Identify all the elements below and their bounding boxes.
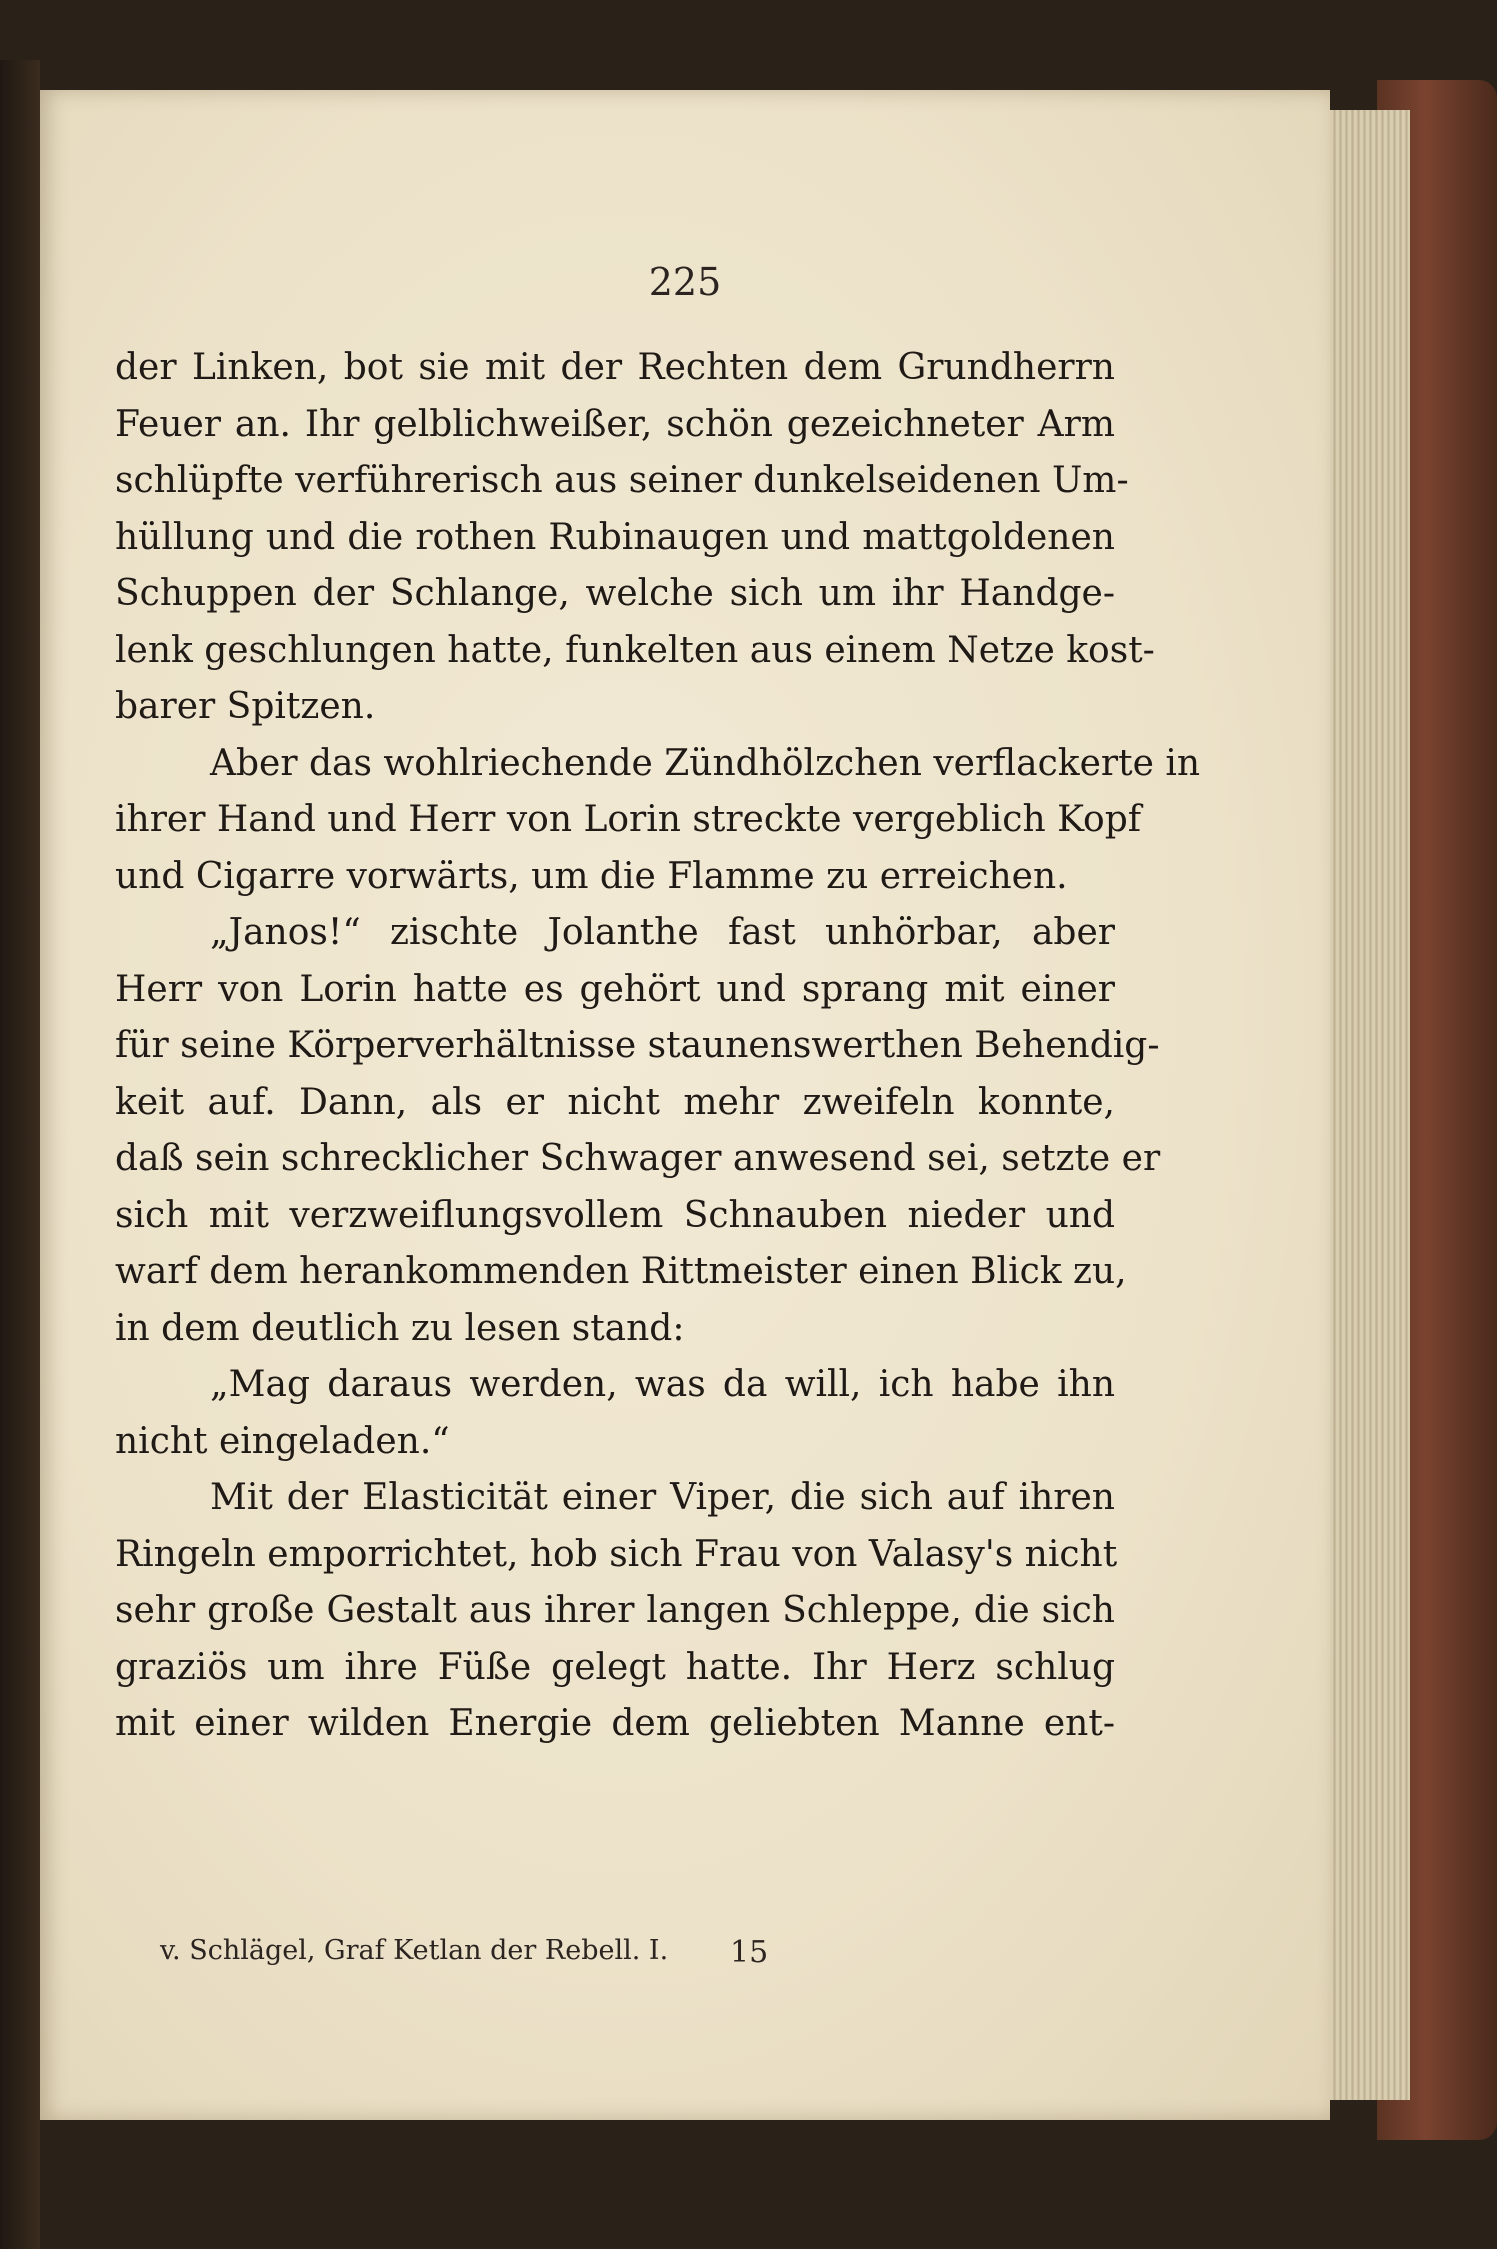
book-spine-shadow	[0, 60, 40, 2249]
text-line: ihrer Hand und Herr von Lorin streckte vergeblich Kopf	[115, 799, 1142, 840]
text-line: und Cigarre vorwärts, um die Flamme zu erreichen.	[115, 855, 1068, 897]
text-line: nicht eingeladen.“	[115, 1420, 450, 1462]
text-line: für seine Körperverhältnisse staunenswerthen Behendig-	[115, 1025, 1160, 1066]
text-line: lenk geschlungen hatte, funkelten aus einem Netze kost-	[115, 629, 1155, 671]
text-line: schlüpfte verführerisch aus seiner dunkelseidenen Um-	[115, 460, 1129, 501]
footer-title: v. Schlägel, Graf Ketlan der Rebell. I.	[160, 1935, 669, 1966]
text-line: keit auf. Dann, als er nicht mehr zweifeln konnte,	[115, 1081, 1115, 1123]
text-line: Feuer an. Ihr gelblichweißer, schön gezeichneter Arm	[115, 403, 1115, 445]
body-text	[115, 340, 1201, 1753]
text-line: in dem deutlich zu lesen stand:	[115, 1307, 685, 1349]
text-line: Ringeln emporrichtet, hob sich Frau von Valasy's nicht	[115, 1533, 1118, 1575]
text-line: warf dem herankommenden Rittmeister einen Blick zu,	[115, 1251, 1127, 1292]
text-line: „Janos!“ zischte Jolanthe fast unhörbar, aber	[210, 912, 1115, 953]
text-line: der Linken, bot sie mit der Rechten dem Grundherrn	[115, 347, 1115, 388]
text-line: Mit der Elasticität einer Viper, die sich auf ihren	[210, 1477, 1115, 1518]
book-page	[40, 90, 1330, 2120]
page-number: 225	[648, 260, 722, 304]
text-line: daß sein schrecklicher Schwager anwesend sei, setzte er	[115, 1138, 1161, 1179]
text-line: sehr große Gestalt aus ihrer langen Schleppe, die sich	[115, 1590, 1115, 1631]
text-line: graziös um ihre Füße gelegt hatte. Ihr Herz schlug	[115, 1646, 1115, 1688]
text-line: Aber das wohlriechende Zündhölzchen verflackerte in	[210, 742, 1201, 784]
signature-mark: 15	[730, 1935, 769, 1970]
text-line: Herr von Lorin hatte es gehört und sprang mit einer	[115, 968, 1115, 1010]
page-footer	[160, 1935, 960, 1970]
text-line: barer Spitzen.	[115, 686, 376, 727]
text-line: mit einer wilden Energie dem geliebten Manne ent-	[115, 1703, 1115, 1744]
text-line: „Mag daraus werden, was da will, ich habe ihn	[210, 1364, 1115, 1405]
text-line: Schuppen der Schlange, welche sich um ihr Handge-	[115, 573, 1115, 614]
text-line: sich mit verzweiflungsvollem Schnauben nieder und	[115, 1194, 1115, 1236]
text-line: hüllung und die rothen Rubinaugen und mattgoldenen	[115, 516, 1115, 558]
